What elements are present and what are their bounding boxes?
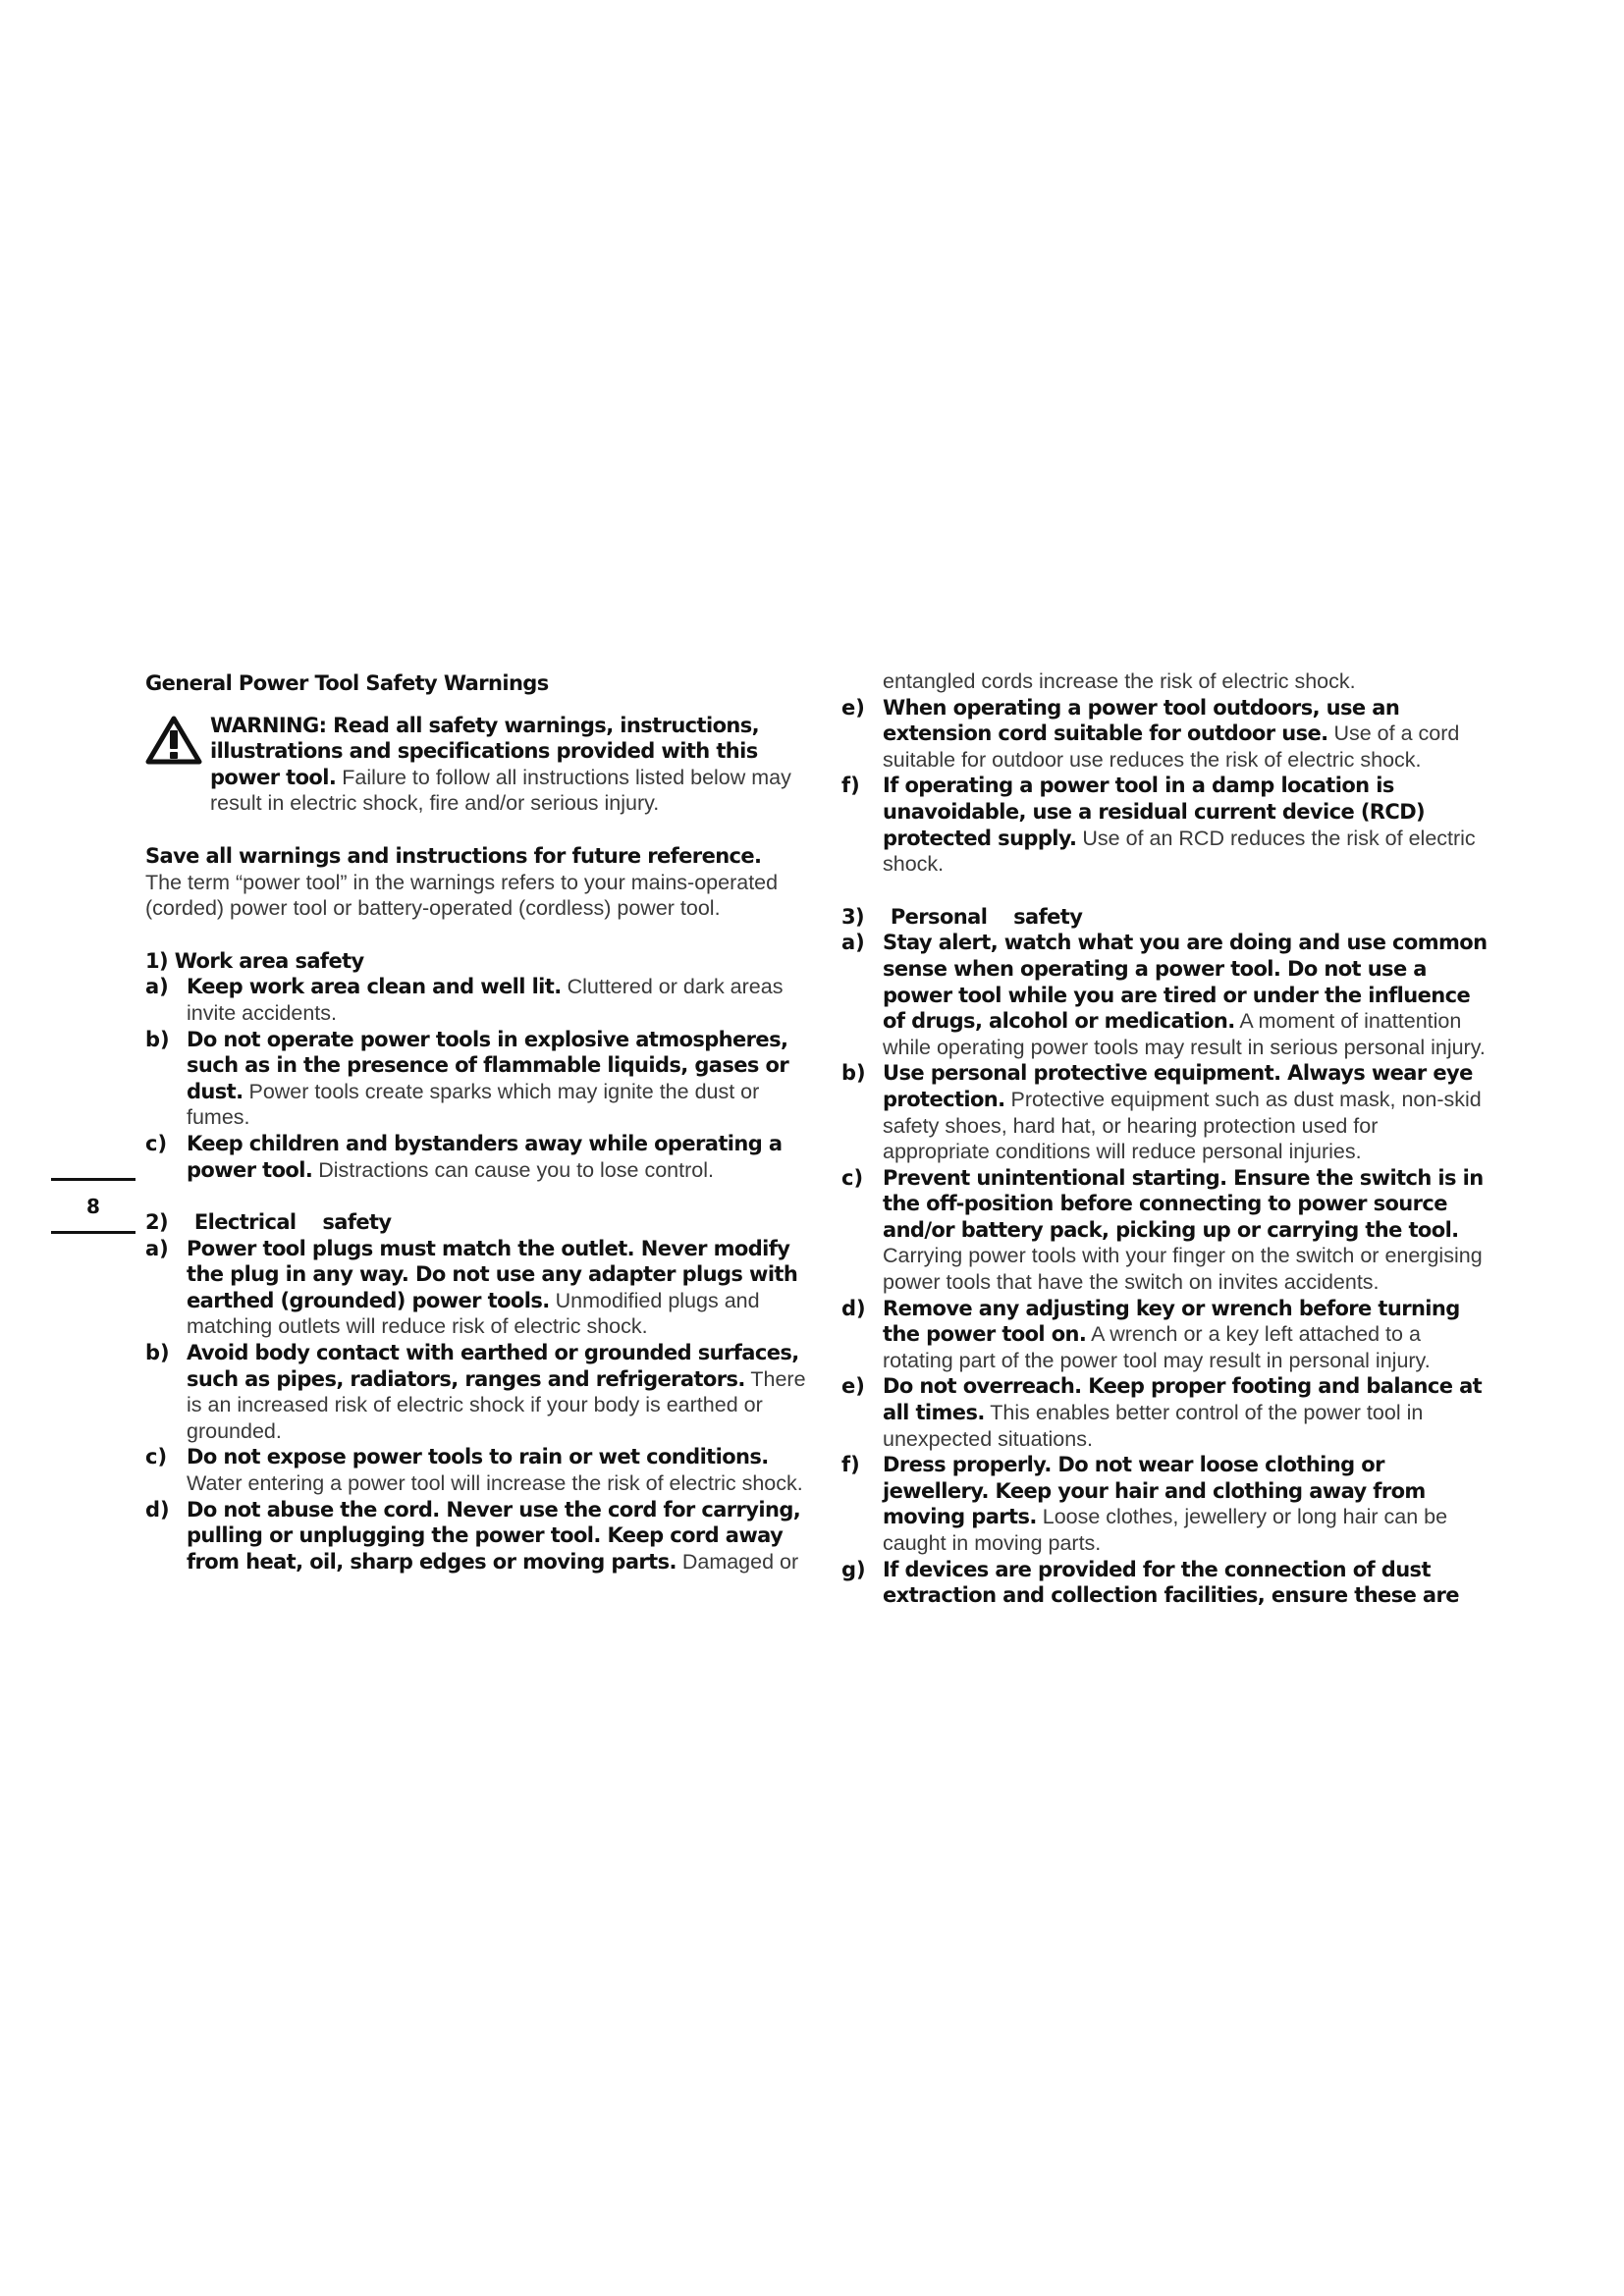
warning-triangle-icon	[145, 716, 202, 765]
left-column	[145, 670, 813, 1575]
item-text: Carrying power tools with your finger on the switch or energising power tools that have the switch on invites accidents.	[883, 1244, 1483, 1295]
item-bold: Prevent unintentional starting. Ensure the switch is in the off-position before connecting to power source and/or battery pack, picking up or carrying the tool.	[883, 1165, 1484, 1242]
item-label: g)	[841, 1557, 866, 1581]
item-label: f)	[841, 774, 860, 798]
list-item	[145, 1131, 813, 1183]
item-label: d)	[841, 1296, 866, 1320]
item-label: a)	[145, 975, 169, 999]
item-text: A wrench or a key left attached to a rotating part of the power tool may result in personal injury.	[883, 1322, 1431, 1372]
item-bold: Keep children and bystanders away while operating a power tool.	[187, 1131, 783, 1182]
item-bold: Do not abuse the cord. Never use the cord for carrying, pulling or unplugging the power tool. Keep cord away from heat, oil, sharp edges or moving parts.	[187, 1497, 801, 1574]
item-text: Loose clothes, jewellery or long hair can be caught in moving parts.	[883, 1505, 1448, 1555]
item-bold: Do not operate power tools in explosive atmospheres, such as in the presence of flammable liquids, gases or dust.	[187, 1027, 789, 1103]
warning-bold: WARNING: Read all safety warnings, instructions, illustrations and specifications provided with this power tool.	[210, 713, 760, 789]
item-text: There is an increased risk of electric shock if your body is earthed or grounded.	[187, 1366, 806, 1443]
item-label: b)	[145, 1027, 170, 1051]
list-item	[841, 773, 1489, 877]
item-bold: Avoid body contact with earthed or grounded surfaces, such as pipes, radiators, ranges and refrigerators.	[187, 1341, 799, 1391]
section-electrical-title: 2) Electrical safety	[145, 1210, 392, 1235]
right-column	[841, 668, 1489, 1609]
item-text: This enables better control of the power tool in unexpected situations.	[883, 1401, 1424, 1451]
item-bold: Power tool plugs must match the outlet. Never modify the plug in any way. Do not use any adapter plugs with earthed (grounded) power tools.	[187, 1236, 798, 1312]
item-bold: Do not expose power tools to rain or wet conditions.	[187, 1445, 769, 1469]
list-item	[841, 930, 1489, 1060]
list-item	[145, 1236, 813, 1340]
item-label: f)	[841, 1453, 860, 1477]
list-item	[841, 1557, 1489, 1609]
list-item	[841, 1165, 1489, 1296]
item-label: c)	[145, 1131, 168, 1155]
list-item	[841, 1296, 1489, 1374]
item-bold: Dress properly. Do not wear loose clothing or jewellery. Keep your hair and clothing away from moving parts.	[883, 1453, 1426, 1529]
list-item	[145, 1027, 813, 1131]
list-item	[841, 1060, 1489, 1164]
tab-rule-bottom	[51, 1231, 135, 1234]
item-bold: If operating a power tool in a damp location is unavoidable, use a residual current device (RCD) protected supply.	[883, 774, 1426, 850]
list-item	[841, 695, 1489, 774]
list-item	[145, 1497, 813, 1575]
warning-text: Failure to follow all instructions listed below may result in electric shock, fire and/or serious injury.	[210, 765, 791, 816]
save-bold: Save all warnings and instructions for future reference.	[145, 843, 762, 868]
item-label: e)	[841, 695, 865, 720]
warning-block	[145, 713, 813, 817]
list-item	[145, 974, 813, 1026]
item-text: Unmodified plugs and matching outlets will reduce risk of electric shock.	[187, 1288, 760, 1339]
item-label: a)	[841, 931, 865, 955]
item-text: Power tools create sparks which may ignite the dust or fumes.	[187, 1079, 760, 1130]
section-personal-title: 3) Personal safety	[841, 904, 1083, 929]
save-instructions	[145, 843, 813, 922]
list-item	[145, 1444, 813, 1496]
item-label: b)	[145, 1341, 170, 1365]
list-item	[145, 1340, 813, 1444]
save-text: The term “power tool” in the warnings refers to your mains-operated (corded) power tool or battery-operated (cordless) power tool.	[145, 870, 779, 921]
item-label: b)	[841, 1061, 866, 1086]
item-label: c)	[841, 1165, 864, 1190]
item-bold: If devices are provided for the connection of dust extraction and collection facilities, ensure these are	[883, 1557, 1459, 1608]
item-bold: Stay alert, watch what you are doing and use common sense when operating a power tool. Do not use a power tool while you are tired or under the influence of drugs, alcohol or medication.	[883, 931, 1488, 1034]
item-text: Damaged or	[676, 1549, 799, 1574]
item-label: c)	[145, 1445, 168, 1469]
page-title: General Power Tool Safety Warnings	[145, 671, 549, 695]
item-text: Water entering a power tool will increase the risk of electric shock.	[187, 1471, 803, 1496]
continued-text: entangled cords increase the risk of electric shock.	[883, 669, 1356, 693]
page-number: 8	[86, 1195, 100, 1218]
list-item	[841, 1373, 1489, 1452]
item-text: Distractions can cause you to lose control.	[312, 1157, 714, 1182]
item-bold: Keep work area clean and well lit.	[187, 975, 562, 999]
page-number-tab	[51, 1178, 135, 1234]
item-label: e)	[841, 1374, 865, 1399]
item-bold: Remove any adjusting key or wrench before turning the power tool on.	[883, 1296, 1460, 1347]
item-bold: When operating a power tool outdoors, use an extension cord suitable for outdoor use.	[883, 695, 1400, 746]
item-bold: Do not overreach. Keep proper footing and balance at all times.	[883, 1374, 1483, 1425]
item-text: Use of a cord suitable for outdoor use reduces the risk of electric shock.	[883, 721, 1460, 772]
item-text: Protective equipment such as dust mask, non-skid safety shoes, hard hat, or hearing protection used for appropriate conditions will reduce personal injuries.	[883, 1087, 1482, 1164]
item-label: a)	[145, 1236, 169, 1260]
item-label: d)	[145, 1497, 170, 1522]
item-text: Cluttered or dark areas invite accidents.	[187, 975, 784, 1025]
list-item	[841, 1452, 1489, 1556]
item-text: Use of an RCD reduces the risk of electric shock.	[883, 826, 1476, 877]
item-text: A moment of inattention while operating power tools may result in serious personal injury.	[883, 1009, 1486, 1059]
section-work-area-title: 1) Work area safety	[145, 948, 364, 973]
item-bold: Use personal protective equipment. Always wear eye protection.	[883, 1061, 1473, 1111]
